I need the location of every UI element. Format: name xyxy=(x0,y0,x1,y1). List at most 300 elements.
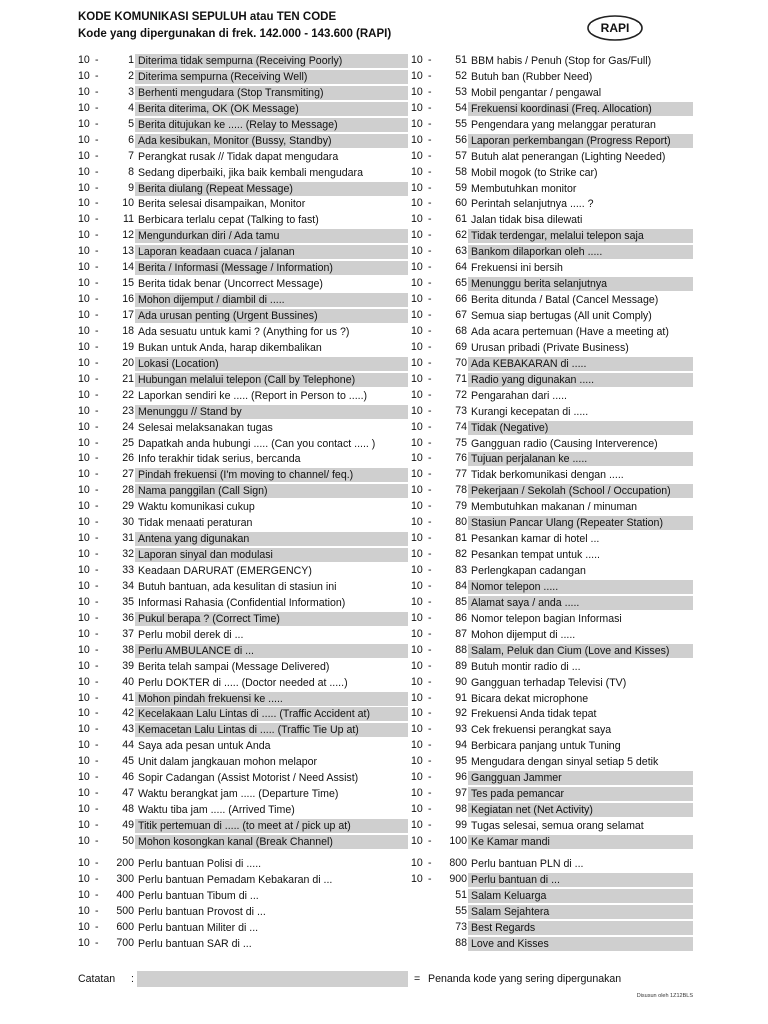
code-description: Berita ditujukan ke ..... (Relay to Message) xyxy=(135,118,408,132)
code-prefix: 10 xyxy=(78,277,90,290)
code-dash: - xyxy=(428,739,432,752)
page-title: KODE KOMUNIKASI SEPULUH atau TEN CODE xyxy=(78,11,337,23)
code-prefix: 10 xyxy=(411,197,423,210)
code-prefix: 10 xyxy=(411,548,423,561)
code-prefix: 10 xyxy=(411,85,423,98)
code-dash: - xyxy=(95,579,99,592)
code-dash: - xyxy=(95,436,99,449)
code-dash: - xyxy=(95,611,99,624)
code-description: Pekerjaan / Sekolah (School / Occupation) xyxy=(468,484,693,498)
code-suffix: 18 xyxy=(122,324,134,337)
code-prefix: 10 xyxy=(78,936,90,949)
code-dash: - xyxy=(95,888,99,901)
code-prefix: 10 xyxy=(78,261,90,274)
code-dash: - xyxy=(428,595,432,608)
code-suffix: 6 xyxy=(128,133,134,146)
code-prefix: 10 xyxy=(78,771,90,784)
code-dash: - xyxy=(428,627,432,640)
code-prefix: 10 xyxy=(78,309,90,321)
code-suffix: 68 xyxy=(455,324,467,337)
code-dash: - xyxy=(95,117,99,130)
code-prefix: 10 xyxy=(411,372,423,385)
code-dash: - xyxy=(95,904,99,917)
code-description: Mengundurkan diri / Ada tamu xyxy=(135,229,408,243)
code-dash: - xyxy=(95,936,99,949)
code-dash: - xyxy=(428,404,432,417)
code-suffix: 24 xyxy=(122,420,134,433)
code-description: Berita / Informasi (Message / Information) xyxy=(135,261,408,275)
code-dash: - xyxy=(428,101,432,114)
code-suffix: 19 xyxy=(122,340,134,353)
code-prefix: 10 xyxy=(78,579,90,592)
code-dash: - xyxy=(428,723,432,736)
code-description: Perlu mobil derek di ... xyxy=(138,628,244,641)
code-description: Ada sesuatu untuk kami ? (Anything for us ?) xyxy=(138,325,350,338)
code-suffix: 3 xyxy=(128,85,134,98)
code-dash: - xyxy=(95,516,99,529)
code-dash: - xyxy=(428,133,432,146)
code-prefix: 10 xyxy=(411,643,423,656)
code-suffix: 83 xyxy=(455,564,467,576)
code-prefix: 10 xyxy=(78,888,90,901)
code-description: Berbicara panjang untuk Tuning xyxy=(471,740,621,753)
code-description: Perlu bantuan Tibum di ... xyxy=(138,889,259,902)
code-description: Mengudara dengan sinyal setiap 5 detik xyxy=(471,756,659,769)
code-prefix: 10 xyxy=(78,117,90,130)
code-prefix: 10 xyxy=(78,69,90,82)
code-dash: - xyxy=(428,532,432,545)
code-prefix: 10 xyxy=(411,133,423,146)
code-dash: - xyxy=(428,675,432,688)
code-description: Dapatkah anda hubungi ..... (Can you contact ..... ) xyxy=(138,437,376,450)
code-description: Titik pertemuan di ..... (to meet at / pick up at) xyxy=(135,819,408,833)
code-description: Love and Kisses xyxy=(468,937,693,951)
code-dash: - xyxy=(428,500,432,513)
code-description: Frekuensi Anda tidak tepat xyxy=(471,708,597,721)
code-dash: - xyxy=(428,691,432,704)
code-dash: - xyxy=(95,675,99,688)
code-description: Berita ditunda / Batal (Cancel Message) xyxy=(471,294,659,307)
code-suffix: 91 xyxy=(455,691,467,704)
code-suffix: 71 xyxy=(455,372,467,385)
code-description: Kemacetan Lalu Lintas di ..... (Traffic Tie Up at) xyxy=(135,723,408,737)
code-suffix: 51 xyxy=(455,888,467,901)
code-dash: - xyxy=(95,277,99,290)
code-dash: - xyxy=(428,197,432,210)
code-prefix: 10 xyxy=(411,675,423,688)
code-description: Ada kesibukan, Monitor (Bussy, Standby) xyxy=(135,134,408,148)
code-suffix: 20 xyxy=(122,356,134,369)
code-dash: - xyxy=(428,181,432,194)
code-suffix: 58 xyxy=(455,165,467,178)
code-prefix: 10 xyxy=(411,707,423,720)
code-suffix: 21 xyxy=(122,372,134,385)
code-dash: - xyxy=(95,739,99,752)
logo-text: RAPI xyxy=(600,21,630,35)
code-suffix: 16 xyxy=(122,293,134,306)
code-description: Salam Sejahtera xyxy=(468,905,693,919)
code-prefix: 10 xyxy=(78,165,90,178)
code-description: Berita selesai disampaikan, Monitor xyxy=(138,198,306,211)
code-dash: - xyxy=(428,213,432,226)
code-suffix: 73 xyxy=(455,920,467,933)
code-suffix: 33 xyxy=(122,564,134,576)
code-description: Mobil pengantar / pengawal xyxy=(471,86,602,99)
code-dash: - xyxy=(428,579,432,592)
code-prefix: 10 xyxy=(411,229,423,242)
code-prefix: 10 xyxy=(78,181,90,194)
code-dash: - xyxy=(428,484,432,497)
code-dash: - xyxy=(428,548,432,561)
code-prefix: 10 xyxy=(411,452,423,465)
code-prefix: 10 xyxy=(78,787,90,800)
code-description: Waktu tiba jam ..... (Arrived Time) xyxy=(138,804,295,817)
code-suffix: 85 xyxy=(455,595,467,608)
code-prefix: 10 xyxy=(78,595,90,608)
footer-credit: Disusun oleh 1Z12BLS xyxy=(636,993,693,999)
code-suffix: 22 xyxy=(122,388,134,401)
code-suffix: 500 xyxy=(116,904,134,917)
code-prefix: 10 xyxy=(411,149,423,162)
code-description: Frekuensi koordinasi (Freq. Allocation) xyxy=(468,102,693,116)
code-suffix: 78 xyxy=(455,484,467,497)
code-description: Perlu bantuan Militer di ... xyxy=(138,921,259,934)
code-prefix: 10 xyxy=(78,213,90,226)
code-suffix: 23 xyxy=(122,404,134,417)
code-prefix: 10 xyxy=(411,101,423,114)
code-suffix: 25 xyxy=(122,436,134,449)
code-dash: - xyxy=(428,611,432,624)
code-suffix: 27 xyxy=(122,468,134,481)
code-suffix: 49 xyxy=(122,819,134,831)
code-dash: - xyxy=(428,834,432,847)
code-suffix: 38 xyxy=(122,643,134,656)
note-label: Catatan xyxy=(78,973,116,985)
code-description: Mohon kosongkan kanal (Break Channel) xyxy=(135,835,408,849)
code-description: Unit dalam jangkauan mohon melapor xyxy=(138,756,318,769)
code-dash: - xyxy=(95,691,99,704)
code-dash: - xyxy=(428,643,432,656)
code-description: Salam, Peluk dan Cium (Love and Kisses) xyxy=(468,644,693,658)
code-description: Sopir Cadangan (Assist Motorist / Need Assist) xyxy=(138,772,359,785)
code-suffix: 800 xyxy=(449,856,467,869)
code-dash: - xyxy=(428,229,432,242)
code-dash: - xyxy=(95,595,99,608)
code-suffix: 81 xyxy=(455,532,467,545)
code-suffix: 99 xyxy=(455,819,467,831)
code-suffix: 77 xyxy=(455,468,467,481)
code-description: Saya ada pesan untuk Anda xyxy=(138,740,271,753)
code-dash: - xyxy=(95,85,99,98)
code-description: Perlu bantuan Pemadam Kebakaran di ... xyxy=(138,873,333,886)
code-prefix: 10 xyxy=(411,659,423,672)
code-description: Butuh bantuan, ada kesulitan di stasiun ini xyxy=(138,580,337,593)
code-dash: - xyxy=(428,856,432,869)
code-suffix: 1 xyxy=(128,54,134,66)
code-prefix: 10 xyxy=(411,564,423,576)
code-suffix: 28 xyxy=(122,484,134,497)
code-description: Perlu DOKTER di ..... (Doctor needed at .....) xyxy=(138,676,348,689)
code-suffix: 86 xyxy=(455,611,467,624)
code-suffix: 75 xyxy=(455,436,467,449)
code-dash: - xyxy=(95,229,99,242)
code-prefix: 10 xyxy=(411,856,423,869)
code-description: Laporkan sendiri ke ..... (Report in Person to .....) xyxy=(138,389,368,402)
code-description: Ke Kamar mandi xyxy=(468,835,693,849)
code-dash: - xyxy=(95,452,99,465)
code-prefix: 10 xyxy=(78,675,90,688)
code-description: Perlu bantuan di ... xyxy=(468,873,693,887)
code-prefix: 10 xyxy=(411,803,423,816)
code-dash: - xyxy=(95,69,99,82)
code-suffix: 84 xyxy=(455,579,467,592)
code-prefix: 10 xyxy=(411,117,423,130)
code-prefix: 10 xyxy=(78,340,90,353)
code-suffix: 64 xyxy=(455,261,467,274)
code-dash: - xyxy=(428,436,432,449)
code-suffix: 4 xyxy=(128,101,134,114)
code-dash: - xyxy=(95,872,99,885)
code-dash: - xyxy=(428,771,432,784)
code-description: Berbicara terlalu cepat (Talking to fast) xyxy=(138,214,319,227)
code-description: Menunggu berita selanjutnya xyxy=(468,277,693,291)
code-prefix: 10 xyxy=(78,548,90,561)
code-description: Perlu bantuan SAR di ... xyxy=(138,937,252,950)
code-description: Urusan pribadi (Private Business) xyxy=(471,341,629,354)
code-dash: - xyxy=(428,165,432,178)
code-dash: - xyxy=(428,388,432,401)
code-prefix: 10 xyxy=(411,484,423,497)
code-dash: - xyxy=(95,261,99,274)
code-description: Bukan untuk Anda, harap dikembalikan xyxy=(138,341,322,354)
code-suffix: 92 xyxy=(455,707,467,720)
code-suffix: 37 xyxy=(122,627,134,640)
code-dash: - xyxy=(95,197,99,210)
code-prefix: 10 xyxy=(411,500,423,513)
code-prefix: 10 xyxy=(78,856,90,869)
code-description: Tidak menaati peraturan xyxy=(138,517,253,530)
code-prefix: 10 xyxy=(78,803,90,816)
code-prefix: 10 xyxy=(78,436,90,449)
code-suffix: 79 xyxy=(455,500,467,513)
code-description: Laporan perkembangan (Progress Report) xyxy=(468,134,693,148)
code-prefix: 10 xyxy=(78,356,90,369)
code-prefix: 10 xyxy=(411,532,423,545)
code-description: Cek frekuensi perangkat saya xyxy=(471,724,612,737)
code-dash: - xyxy=(428,85,432,98)
code-description: Ada acara pertemuan (Have a meeting at) xyxy=(471,325,669,338)
code-dash: - xyxy=(95,484,99,497)
code-prefix: 10 xyxy=(78,404,90,417)
code-suffix: 32 xyxy=(122,548,134,561)
code-dash: - xyxy=(95,468,99,481)
code-dash: - xyxy=(95,404,99,417)
code-suffix: 600 xyxy=(116,920,134,933)
code-prefix: 10 xyxy=(78,133,90,146)
code-description: Best Regards xyxy=(468,921,693,935)
code-suffix: 11 xyxy=(123,213,134,226)
code-suffix: 8 xyxy=(128,165,134,178)
code-prefix: 10 xyxy=(411,771,423,784)
code-description: Butuh alat penerangan (Lighting Needed) xyxy=(471,150,666,163)
code-dash: - xyxy=(95,54,99,66)
code-description: Frekuensi ini bersih xyxy=(471,262,563,275)
code-suffix: 2 xyxy=(128,69,134,82)
code-prefix: 10 xyxy=(411,340,423,353)
code-description: Ada urusan penting (Urgent Bussines) xyxy=(135,309,408,323)
code-description: Pukul berapa ? (Correct Time) xyxy=(135,612,408,626)
code-description: Berita diterima, OK (OK Message) xyxy=(135,102,408,116)
code-prefix: 10 xyxy=(411,213,423,226)
code-dash: - xyxy=(428,755,432,768)
code-dash: - xyxy=(428,659,432,672)
code-suffix: 13 xyxy=(122,245,134,258)
code-suffix: 35 xyxy=(122,595,134,608)
code-prefix: 10 xyxy=(78,149,90,162)
code-prefix: 10 xyxy=(78,293,90,306)
code-prefix: 10 xyxy=(78,920,90,933)
code-suffix: 50 xyxy=(122,834,134,847)
code-suffix: 36 xyxy=(122,611,134,624)
code-suffix: 10 xyxy=(122,197,134,210)
code-prefix: 10 xyxy=(78,755,90,768)
code-prefix: 10 xyxy=(78,819,90,831)
code-suffix: 80 xyxy=(455,516,467,529)
code-prefix: 10 xyxy=(411,755,423,768)
code-prefix: 10 xyxy=(78,388,90,401)
code-description: Mohon pindah frekuensi ke ..... xyxy=(135,692,408,706)
code-description: Perintah selanjutnya ..... ? xyxy=(471,198,594,211)
code-dash: - xyxy=(428,324,432,337)
code-description: Ada KEBAKARAN di ..... xyxy=(468,357,693,371)
code-suffix: 55 xyxy=(455,904,467,917)
legend-swatch xyxy=(137,971,408,987)
code-description: Menunggu // Stand by xyxy=(135,405,408,419)
code-dash: - xyxy=(95,181,99,194)
code-prefix: 10 xyxy=(411,834,423,847)
code-suffix: 48 xyxy=(122,803,134,816)
code-dash: - xyxy=(95,149,99,162)
code-description: Antena yang digunakan xyxy=(135,532,408,546)
code-description: Mohon dijemput di ..... xyxy=(471,628,576,641)
code-suffix: 47 xyxy=(122,787,134,800)
code-description: Alamat saya / anda ..... xyxy=(468,596,693,610)
code-suffix: 14 xyxy=(122,261,134,274)
code-suffix: 31 xyxy=(122,532,134,545)
legend-text: Penanda kode yang sering dipergunakan xyxy=(428,973,622,985)
code-suffix: 44 xyxy=(122,739,134,752)
code-prefix: 10 xyxy=(411,293,423,306)
code-prefix: 10 xyxy=(411,261,423,274)
code-description: Pesankan tempat untuk ..... xyxy=(471,549,600,562)
code-dash: - xyxy=(95,643,99,656)
code-dash: - xyxy=(428,420,432,433)
code-description: Lokasi (Location) xyxy=(135,357,408,371)
code-dash: - xyxy=(95,101,99,114)
code-suffix: 12 xyxy=(122,229,134,242)
code-dash: - xyxy=(428,803,432,816)
code-dash: - xyxy=(95,856,99,869)
code-prefix: 10 xyxy=(78,872,90,885)
code-dash: - xyxy=(428,54,432,66)
code-prefix: 10 xyxy=(78,532,90,545)
code-description: Berita tidak benar (Uncorrect Message) xyxy=(138,278,323,291)
code-description: Bankom dilaporkan oleh ..... xyxy=(468,245,693,259)
code-dash: - xyxy=(428,468,432,481)
code-suffix: 54 xyxy=(455,101,467,114)
code-prefix: 10 xyxy=(411,420,423,433)
code-suffix: 63 xyxy=(455,245,467,258)
code-prefix: 10 xyxy=(411,277,423,290)
code-suffix: 93 xyxy=(455,723,467,736)
code-suffix: 65 xyxy=(455,277,467,290)
code-suffix: 97 xyxy=(455,787,467,800)
code-prefix: 10 xyxy=(411,468,423,481)
code-description: Gangguan terhadap Televisi (TV) xyxy=(471,676,627,689)
code-description: Info terakhir tidak serius, bercanda xyxy=(138,453,301,466)
code-prefix: 10 xyxy=(78,54,90,66)
code-prefix: 10 xyxy=(78,516,90,529)
code-dash: - xyxy=(95,165,99,178)
code-suffix: 42 xyxy=(122,707,134,720)
code-suffix: 26 xyxy=(122,452,134,465)
code-description: Mobil mogok (to Strike car) xyxy=(471,166,598,179)
code-dash: - xyxy=(428,516,432,529)
code-prefix: 10 xyxy=(411,872,423,885)
code-description: Semua siap bertugas (All unit Comply) xyxy=(471,310,652,322)
code-prefix: 10 xyxy=(78,723,90,736)
page-subtitle: Kode yang dipergunakan di frek. 142.000 - 143.600 (RAPI) xyxy=(78,28,392,40)
code-prefix: 10 xyxy=(78,324,90,337)
code-description: Diterima sempurna (Receiving Well) xyxy=(135,70,408,84)
code-prefix: 10 xyxy=(78,611,90,624)
code-dash: - xyxy=(95,787,99,800)
code-suffix: 53 xyxy=(455,85,467,98)
code-description: Nomor telepon bagian Informasi xyxy=(471,612,622,625)
code-prefix: 10 xyxy=(411,579,423,592)
code-description: Jalan tidak bisa dilewati xyxy=(471,214,583,227)
code-prefix: 10 xyxy=(411,723,423,736)
code-prefix: 10 xyxy=(78,904,90,917)
code-prefix: 10 xyxy=(411,595,423,608)
code-description: Tidak berkomunikasi dengan ..... xyxy=(471,469,624,482)
code-dash: - xyxy=(95,834,99,847)
code-description: Berita telah sampai (Message Delivered) xyxy=(138,660,330,673)
code-dash: - xyxy=(95,920,99,933)
rapi-logo xyxy=(587,15,643,41)
code-dash: - xyxy=(428,819,432,831)
code-dash: - xyxy=(95,723,99,736)
code-description: Membutuhkan monitor xyxy=(471,182,577,195)
code-prefix: 10 xyxy=(411,324,423,337)
code-dash: - xyxy=(95,532,99,545)
code-suffix: 60 xyxy=(455,197,467,210)
code-suffix: 7 xyxy=(128,149,134,162)
code-suffix: 73 xyxy=(455,404,467,417)
code-description: Pengarahan dari ..... xyxy=(471,389,567,402)
code-suffix: 15 xyxy=(122,277,134,290)
code-suffix: 72 xyxy=(455,388,467,401)
code-suffix: 100 xyxy=(449,834,467,847)
code-prefix: 10 xyxy=(78,101,90,114)
code-dash: - xyxy=(95,564,99,576)
code-prefix: 10 xyxy=(78,229,90,242)
code-dash: - xyxy=(428,372,432,385)
code-prefix: 10 xyxy=(411,181,423,194)
code-suffix: 95 xyxy=(455,755,467,768)
code-description: Laporan keadaan cuaca / jalanan xyxy=(135,245,408,259)
code-dash: - xyxy=(428,69,432,82)
